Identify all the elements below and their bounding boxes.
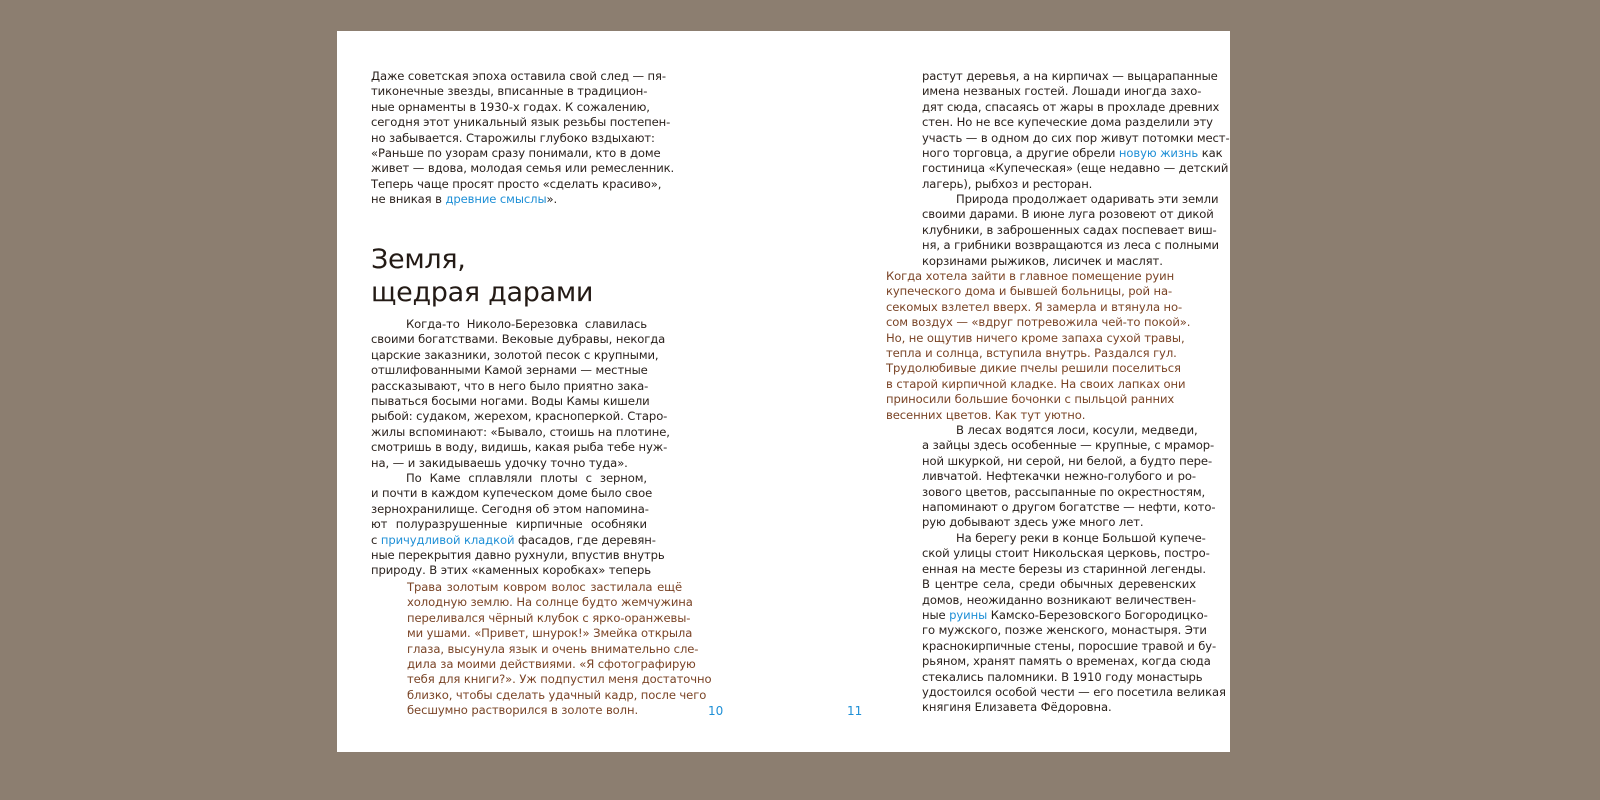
left-body-paragraph-1 (371, 317, 670, 471)
text-line: рассказывают, что в него было приятно зака- (371, 378, 649, 393)
text-line (371, 192, 647, 207)
text-line: на, — и закидываешь удочку точно туда». (371, 455, 628, 470)
text-line: По Каме сплавляли плоты с зерном, (406, 471, 647, 485)
text-line: Когда-то Николо-Березовка славилась (406, 317, 647, 331)
quote-line: сом воздух — «вдруг потревожила чей-то покой». (886, 315, 1191, 330)
text-line: дят сюда, спасаясь от жары в прохладе древних (922, 99, 1220, 114)
page-number-left: 10 (708, 704, 724, 718)
right-body-paragraph-2 (922, 192, 1219, 269)
text-line: краснокирпичные стены, поросшие травой и бу- (922, 638, 1217, 653)
text-line: стекались паломники. В 1910 году монастырь (922, 669, 1203, 684)
text-line: ня, а грибники возвращаются из леса с полными (922, 238, 1219, 253)
quote-line: холодную землю. На солнце будто жемчужина (407, 595, 693, 610)
quote-line: дила за моими действиями. «Я сфотографирую (407, 657, 696, 672)
quote-line: тебя для книги?». Уж подпустил меня достаточно (407, 672, 712, 687)
quote-line: Трудолюбивые дикие пчелы решили поселиться (886, 361, 1181, 376)
text-line: удостоился особой чести — его посетила великая (922, 685, 1226, 700)
text-line (922, 146, 1223, 161)
text-fragment: ные (922, 608, 950, 623)
text-line: и почти в каждом купеческом доме было свое (371, 486, 653, 501)
left-body-paragraph-2 (371, 471, 665, 579)
text-line: В центре села, среди обычных деревенских (922, 577, 1196, 592)
quote-line: в старой кирпичной кладке. На своих лапках они (886, 376, 1186, 391)
text-line: ные перекрытия давно рухнули, впустив внутрь (371, 548, 665, 563)
text-line: напоминают о другом богатстве — нефти, кото- (922, 500, 1216, 515)
text-line: В лесах водятся лоси, косули, медведи, (956, 423, 1198, 437)
quote-line: купеческого дома и бывшей больницы, рой на- (886, 284, 1173, 299)
heading-line: Земля, (371, 244, 466, 275)
text-line: ливчатой. Нефтекачки нежно-голубого и ро- (922, 469, 1196, 484)
text-line: сегодня этот уникальный язык резьбы постепен- (371, 115, 671, 130)
text-line: имена незваных гостей. Лошади иногда захо- (922, 84, 1202, 99)
text-line: своими дарами. В июне луга розовеют от дикой (922, 207, 1214, 222)
text-line: рьяном, хранят память о временах, когда сюда (922, 654, 1211, 669)
quote-line: глаза, высунула язык и очень внимательно сле- (407, 641, 699, 656)
text-line: домов, неожиданно возникают величествен- (922, 592, 1196, 607)
text-line: но забывается. Старожилы глубоко вздыхают: (371, 130, 655, 145)
text-line: корзинами рыжиков, лисичек и маслят. (922, 253, 1163, 268)
text-fragment: с (371, 532, 381, 547)
section-heading (371, 243, 593, 309)
text-line: тиконечные звезды, вписанные в традицион- (371, 84, 648, 99)
text-line: Теперь чаще просят просто «сделать красиво», (371, 176, 662, 191)
text-line: На берегу реки в конце Большой купече- (956, 531, 1206, 545)
left-intro-paragraph (371, 69, 675, 208)
text-line: гостиница «Купеческая» (еще недавно — детский (922, 161, 1229, 176)
left-quote-block (407, 580, 712, 719)
text-line: рыбой: судаком, жерехом, красноперкой. Старо- (371, 409, 668, 424)
text-line: Природа продолжает одаривать эти земли (956, 192, 1219, 206)
text-line: участь — в одном до сих пор живут потомки мест- (922, 130, 1230, 145)
quote-line: секомых взлетел вверх. Я замерла и втянула но- (886, 299, 1183, 314)
quote-line: Трава золотым ковром волос застилала ещё (407, 580, 682, 594)
quote-line: тепла и солнца, вступила внутрь. Раздался гул. (886, 346, 1177, 361)
text-line: Даже советская эпоха оставила свой след — пя- (371, 69, 666, 83)
text-line: пываться босыми ногами. Воды Камы кишели (371, 394, 650, 409)
text-fragment: фасадов, где деревян- (514, 532, 656, 547)
text-line (922, 608, 1208, 623)
quote-line: Но, не ощутив ничего кроме запаха сухой травы, (886, 330, 1185, 345)
right-body-paragraph-4 (922, 531, 1226, 716)
text-line: царские заказники, золотой песок с крупными, (371, 347, 659, 362)
text-line: живет — вдова, молодая семья или ремесленник. (371, 161, 675, 176)
quote-line: бесшумно растворился в золоте волн. (407, 703, 639, 718)
quote-line: переливался чёрный клубок с ярко-оранжевы- (407, 610, 691, 625)
text-line: го мужского, позже женского, монастыря. Эти (922, 623, 1207, 638)
text-fragment: Камско-Березовского Богородицко- (987, 608, 1208, 623)
text-line: растут деревья, а на кирпичах — выцарапанные (922, 69, 1218, 83)
text-line: смотришь в воду, видишь, какая рыба тебе нуж- (371, 440, 668, 455)
text-line: зернохранилище. Сегодня об этом напомина- (371, 501, 649, 516)
text-line: отшлифованными Камой зернами — местные (371, 363, 648, 378)
right-body-paragraph-3 (922, 423, 1216, 531)
text-fragment: как (1198, 146, 1223, 161)
text-line: стен. Но не все купеческие дома разделили эту (922, 115, 1213, 130)
quote-line: Когда хотела зайти в главное помещение руин (886, 269, 1175, 283)
text-line: енная на месте березы из старинной легенды. (922, 561, 1206, 576)
quote-line: приносили большие бочонки с пыльцой ранних (886, 392, 1175, 407)
text-line: а зайцы здесь особенные — крупные, с мрамор- (922, 438, 1215, 453)
text-line: зового цветов, рассыпанные по окрестностям, (922, 484, 1206, 499)
text-line: клубники, в заброшенных садах поспевает виш- (922, 222, 1217, 237)
right-quote-block (886, 269, 1191, 423)
text-line: ют полуразрушенные кирпичные особняки (371, 517, 647, 532)
text-line: ные орнаменты в 1930-х годах. К сожалению, (371, 99, 650, 114)
text-line: ской улицы стоит Никольская церковь, постро- (922, 546, 1210, 561)
text-line (371, 532, 656, 548)
quote-line: близко, чтобы сделать удачный кадр, после чего (407, 687, 707, 702)
link-ruins[interactable]: руины (949, 608, 988, 623)
right-body-paragraph-1 (922, 69, 1230, 192)
link-whimsical-masonry[interactable]: причудливой кладкой (380, 532, 515, 547)
quote-line: весенних цветов. Как тут уютно. (886, 407, 1086, 422)
text-fragment: ного торговца, а другие обрели (922, 146, 1119, 161)
text-line: «Раньше по узорам сразу понимали, кто в доме (371, 146, 661, 161)
text-fragment: ». (546, 192, 558, 207)
text-line: жилы вспоминают: «Бывало, стоишь на плотине, (371, 424, 670, 439)
book-spread (337, 31, 1230, 752)
text-line: княгиня Елизавета Фёдоровна. (922, 700, 1112, 715)
text-line: природу. В этих «каменных коробках» теперь (371, 563, 651, 578)
text-line: ной шкуркой, ни серой, ни белой, а будто пере- (922, 453, 1213, 468)
text-line: рую добывают здесь уже много лет. (922, 515, 1144, 530)
link-ancient-meanings[interactable]: древние смыслы (445, 192, 547, 207)
text-fragment: не вникая в (371, 192, 446, 207)
text-line: лагерь), рыбхоз и ресторан. (922, 176, 1093, 191)
page-number-right: 11 (847, 704, 863, 718)
quote-line: ми ушами. «Привет, шнурок!» Змейка открыла (407, 626, 693, 641)
heading-line: щедрая дарами (371, 277, 594, 308)
text-line: своими богатствами. Вековые дубравы, некогда (371, 332, 666, 347)
link-new-life[interactable]: новую жизнь (1118, 146, 1199, 161)
